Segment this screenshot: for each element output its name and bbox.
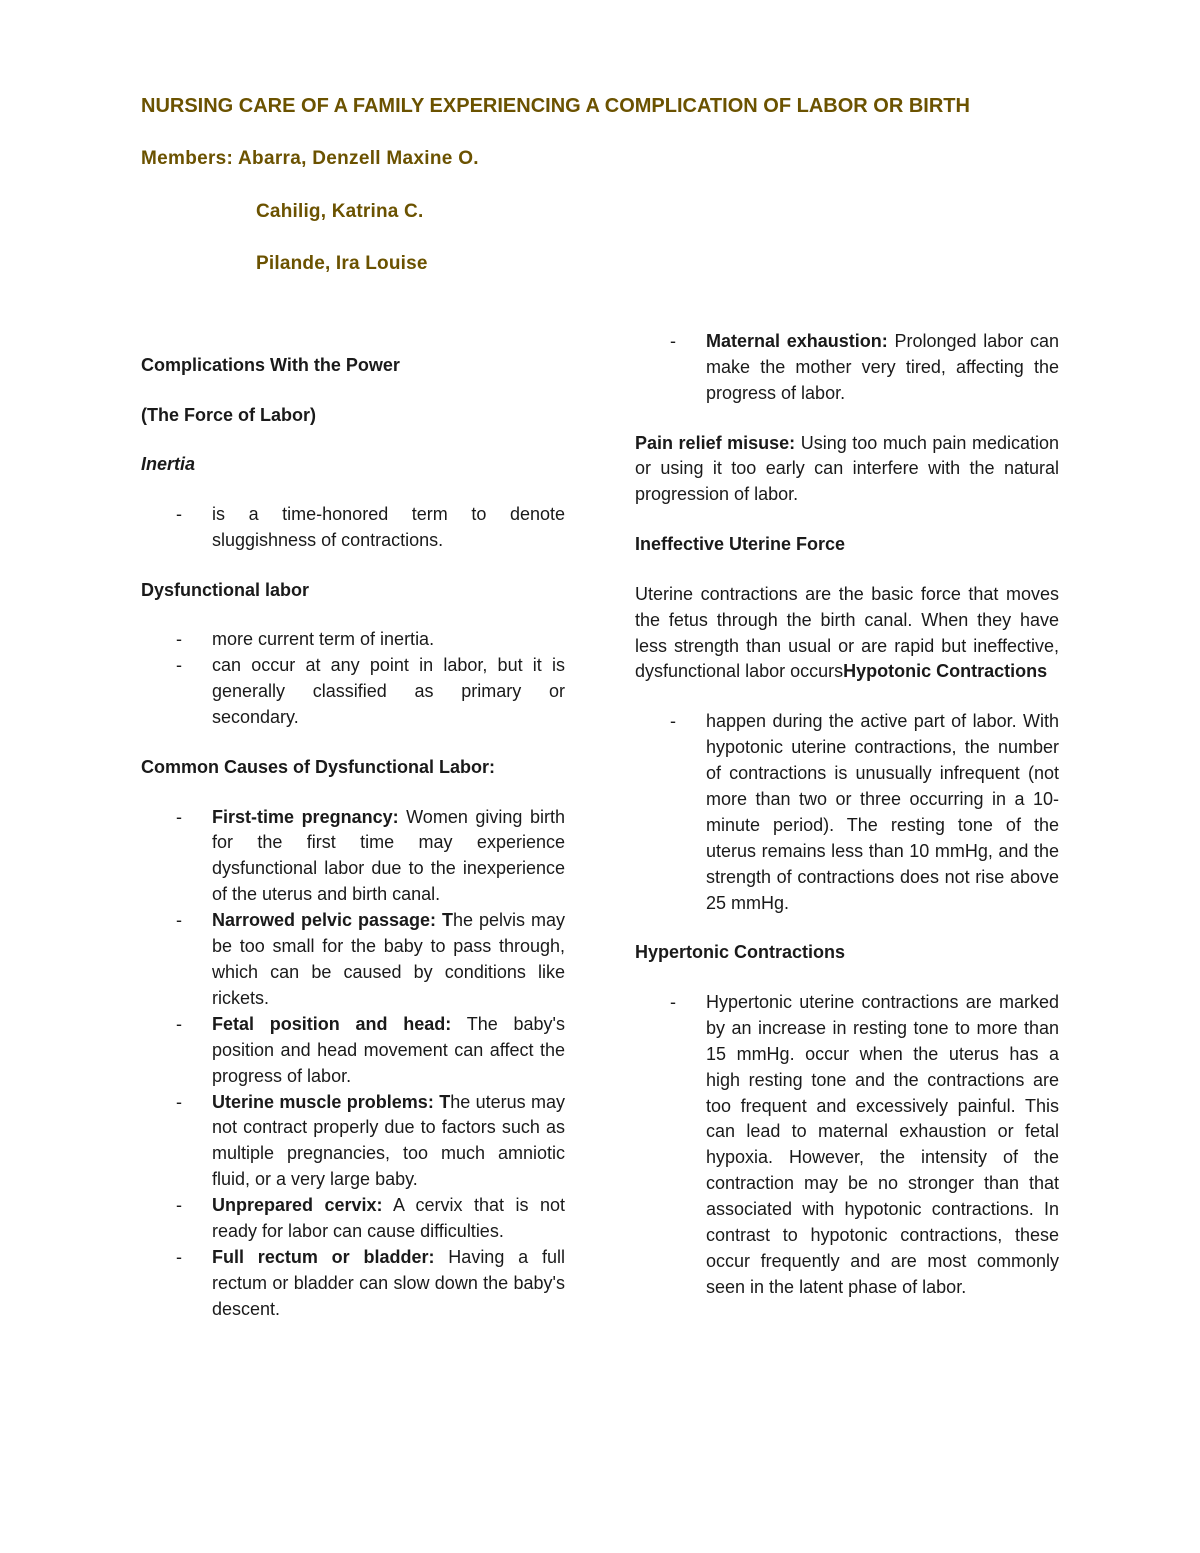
maternal-list — [635, 329, 1059, 407]
list-item-text: Hypertonic uterine contractions are marked by an increase in resting tone to more than 15 mmHg. occur when the uterus has a high resting tone and the contractions are too frequent and excessively painful. This can lead to maternal exhaustion or fetal hypoxia. However, the intensity of the contraction may be no stronger than that associated with hypotonic contractions. In contrast to hypotonic contractions, these occur frequently and are most commonly seen in the latent phase of labor. — [706, 991, 1059, 1297]
cause-term: Pain relief misuse: — [635, 432, 796, 453]
causes-heading: Common Causes of Dysfunctional Labor: — [141, 756, 496, 777]
list-item — [141, 1245, 565, 1323]
cause-text: A cervix that is not ready for labor can cause difficulties. — [212, 1195, 565, 1242]
ineffective-heading: Ineffective Uterine Force — [635, 534, 846, 555]
cause-term: Full rectum or bladder: — [212, 1246, 435, 1267]
section-subheading: (The Force of Labor) — [141, 404, 316, 425]
cause-term: Narrowed pelvic passage: T — [212, 910, 453, 931]
inertia-heading: Inertia — [141, 454, 196, 475]
list-item — [635, 709, 1059, 916]
section-heading: Complications With the Power — [141, 355, 400, 375]
paragraph-text: Uterine contractions are the basic force that moves the fetus through the birth canal. When they have less strength than usual or are rapid but ineffective, dysfunctional labor occurs — [635, 583, 1059, 682]
inertia-list — [141, 502, 565, 554]
list-item — [635, 329, 1059, 407]
hypertonic-list — [635, 990, 1059, 1301]
right-column — [635, 329, 1059, 1325]
dash-bullet: - — [176, 1013, 182, 1034]
list-item-text: is a time-honored term to denote sluggishness of contractions. — [212, 504, 565, 551]
cause-term: Fetal position and head: — [212, 1013, 452, 1034]
list-item — [635, 990, 1059, 1301]
list-item — [141, 502, 565, 554]
dash-bullet: - — [176, 1195, 182, 1216]
cause-text: Prolonged labor can make the mother very tired, affecting the progress of labor. — [706, 331, 1059, 403]
list-item — [141, 653, 565, 731]
member-name: Cahilig, Katrina C. — [256, 201, 424, 222]
dash-bullet: - — [670, 331, 676, 351]
dash-bullet: - — [176, 1246, 182, 1267]
cause-text: Using too much pain medication or using it too early can interfere with the natural progression of labor. — [635, 432, 1059, 505]
dysfunctional-list — [141, 627, 565, 731]
cause-term: Uterine muscle problems: T — [212, 1091, 451, 1112]
left-column — [141, 353, 565, 1346]
list-item-text: more current term of inertia. — [212, 629, 435, 650]
cause-text: he uterus may not contract properly due to factors such as multiple pregnancies, too much amniotic fluid, or a very large baby. — [212, 1091, 565, 1190]
dysfunctional-heading: Dysfunctional labor — [141, 579, 310, 600]
member-name: Pilande, Ira Louise — [256, 253, 428, 274]
ineffective-paragraph — [635, 582, 1059, 686]
list-item — [141, 1012, 565, 1090]
dash-bullet: - — [670, 991, 676, 1012]
dash-bullet: - — [176, 806, 182, 827]
cause-text: Women giving birth for the first time may experience dysfunctional labor due to the inexperience of the uterus and birth canal. — [212, 806, 565, 905]
dash-bullet: - — [670, 711, 676, 732]
cause-term: Maternal exhaustion: — [706, 331, 888, 351]
hypotonic-list — [635, 709, 1059, 916]
list-item-text: happen during the active part of labor. With hypotonic uterine contractions, the number of contractions is unusually infrequent (not more than two or three occurring in a 10- minute period). The resting tone of the uterus remains less than 10 mmHg, and the strength of contractions does not rise above 25 mmHg. — [706, 711, 1059, 913]
list-item — [141, 627, 565, 653]
hypertonic-heading: Hypertonic Contractions — [635, 942, 846, 963]
cause-term: First-time pregnancy: — [212, 806, 399, 827]
hypotonic-heading: Hypotonic Contractions — [843, 661, 1048, 682]
dash-bullet: - — [176, 629, 182, 650]
list-item — [141, 1193, 565, 1245]
cause-text: Having a full rectum or bladder can slow down the baby's descent. — [212, 1246, 565, 1319]
dash-bullet: - — [176, 910, 182, 931]
dash-bullet: - — [176, 1091, 182, 1112]
document-title: NURSING CARE OF A FAMILY EXPERIENCING A COMPLICATION OF LABOR OR BIRTH — [141, 95, 970, 117]
cause-term: Unprepared cervix: — [212, 1195, 383, 1216]
list-item — [141, 908, 565, 1012]
list-item — [141, 1090, 565, 1194]
dash-bullet: - — [176, 655, 182, 676]
members-line: Members: Abarra, Denzell Maxine O. — [141, 148, 479, 169]
list-item — [141, 805, 565, 909]
causes-list — [141, 805, 565, 1323]
cause-text: he pelvis may be too small for the baby to pass through, which can be caused by conditions like rickets. — [212, 910, 565, 1008]
cause-text: The baby's position and head movement can affect the progress of labor. — [212, 1013, 565, 1086]
pain-relief-paragraph — [635, 431, 1059, 509]
list-item-text: can occur at any point in labor, but it is generally classified as primary or secondary. — [212, 655, 565, 728]
dash-bullet: - — [176, 504, 182, 525]
